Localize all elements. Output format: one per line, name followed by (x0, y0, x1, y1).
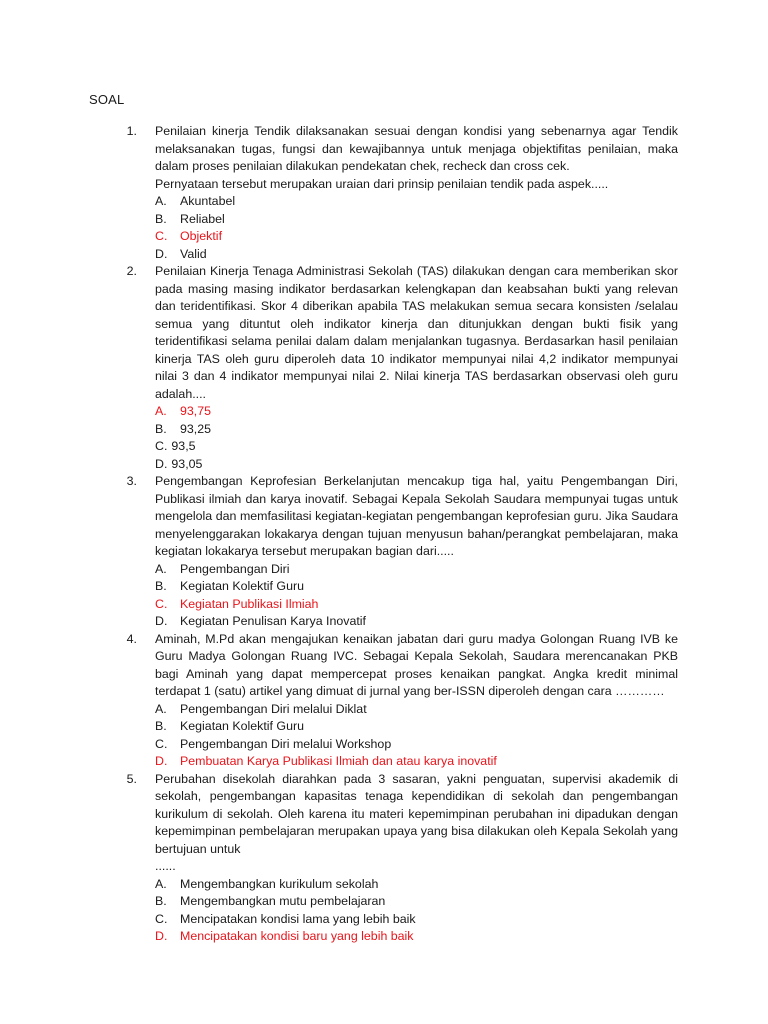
question-2 (89, 263, 678, 473)
option-a: A. Pengembangan Diri (155, 561, 290, 576)
question-stem: Aminah, M.Pd akan mengajukan kenaikan jabatan dari guru madya Golongan Ruang IVB ke Guru Madya Golongan Ruang IVC. Sebagai Kepala Sekolah, Saudara merencanakan PKB bagi Aminah yang dapat mempercepat proses kenaikan pangkat. Angka kredit minimal terdapat 1 (satu) artikel yang dimuat di jurnal yang ber-ISSN diperoleh dengan cara ………… (155, 631, 678, 698)
option-c: C. Pengembangan Diri melalui Workshop (155, 736, 392, 751)
page-title: SOAL (89, 92, 125, 107)
option-c: C. Mencipatakan kondisi lama yang lebih baik (155, 911, 416, 926)
question-4 (89, 631, 678, 771)
option-a: A. Akuntabel (155, 194, 236, 208)
option-b: B. 93,25 (155, 421, 212, 436)
option-d-correct: D. Mencipatakan kondisi baru yang lebih baik (155, 929, 414, 943)
question-number: 3. (126, 474, 137, 488)
option-b: B. Reliabel (155, 211, 225, 226)
option-b: B. Mengembangkan mutu pembelajaran (155, 894, 386, 908)
option-b: B. Kegiatan Kolektif Guru (155, 719, 304, 733)
question-1 (89, 123, 678, 263)
question-5 (89, 771, 678, 946)
option-b: B. Kegiatan Kolektif Guru (155, 579, 304, 593)
question-number: 4. (126, 631, 137, 646)
question-stem: Penilaian kinerja Tendik dilaksanakan sesuai dengan kondisi yang sebenarnya agar Tendik melaksanakan tugas, fungsi dan kewajibannya untuk menjaga objektifitas penilaian, maka dalam proses penilaian dilakukan pendekatan chek, recheck dan cross cek. (155, 124, 678, 173)
question-3 (89, 473, 678, 631)
option-d: D. Valid (155, 246, 207, 261)
question-stem-extra: ...... (155, 859, 176, 873)
question-stem: Perubahan disekolah diarahkan pada 3 sasaran, yakni penguatan, supervisi akademik di sekolah, pengembangan kapasitas tenaga kependidikan di sekolah dan pengembangan kurikulum di sekolah. Oleh karena itu materi kepemimpinan perubahan ini dipadukan dengan kepemimpinan pembelajaran merupakan upaya yang bisa dilakukan oleh Kepala Sekolah yang bertujuan untuk (155, 771, 678, 856)
question-number: 5. (126, 771, 137, 786)
question-number: 1. (126, 124, 137, 138)
option-a-correct: A. 93,75 (155, 404, 212, 418)
question-stem: Pengembangan Keprofesian Berkelanjutan mencakup tiga hal, yaitu Pengembangan Diri, Publikasi ilmiah dan karya inovatif. Sebagai Kepala Sekolah Saudara mempunyai tugas untuk mengelola dan memfasilitasi kegiatan-kegiatan pengembangan keprofesian guru. Jika Saudara menyelenggarakan lokakarya dengan tujuan menyusun bahan/perangkat pembelajaran, maka kegiatan lokakarya tersebut merupakan bagian dari..... (155, 474, 678, 558)
option-d: D. 93,05 (155, 456, 203, 471)
option-c: C. 93,5 (155, 439, 196, 453)
question-stem: Penilaian Kinerja Tenaga Administrasi Sekolah (TAS) dilakukan dengan cara memberikan skor pada masing masing indikator berdasarkan kelengkapan dan keabsahan bukti yang relevan dan teridentifikasi. Skor 4 diberikan apabila TAS melakukan semua secara konsisten /selalau semua yang dituntut oleh indikator kinerja dan ditunjukkan dengan bukti fisik yang teridentifikasi selama penilai dalam dalam menjalankan tugasnya. Berdasarkan hasil penilaian kinerja TAS oleh guru diperoleh data 10 indikator mempunyai nilai 4,2 indikator mempunyai nilai 3 dan 4 indikator mempunyai nilai 2. Nilai kinerja TAS berdasarkan observasi oleh guru adalah.... (155, 264, 678, 401)
option-a: A. Mengembangkan kurikulum sekolah (155, 876, 379, 891)
option-a: A. Pengembangan Diri melalui Diklat (155, 701, 367, 716)
option-d-correct: D. Pembuatan Karya Publikasi Ilmiah dan atau karya inovatif (155, 754, 497, 768)
question-stem-extra: Pernyataan tersebut merupakan uraian dari prinsip penilaian tendik pada aspek..... (155, 176, 609, 191)
question-number: 2. (126, 264, 137, 278)
option-c-correct: C. Objektif (155, 229, 223, 243)
option-c-correct: C. Kegiatan Publikasi Ilmiah (155, 596, 319, 611)
option-d: D. Kegiatan Penulisan Karya Inovatif (155, 614, 366, 628)
